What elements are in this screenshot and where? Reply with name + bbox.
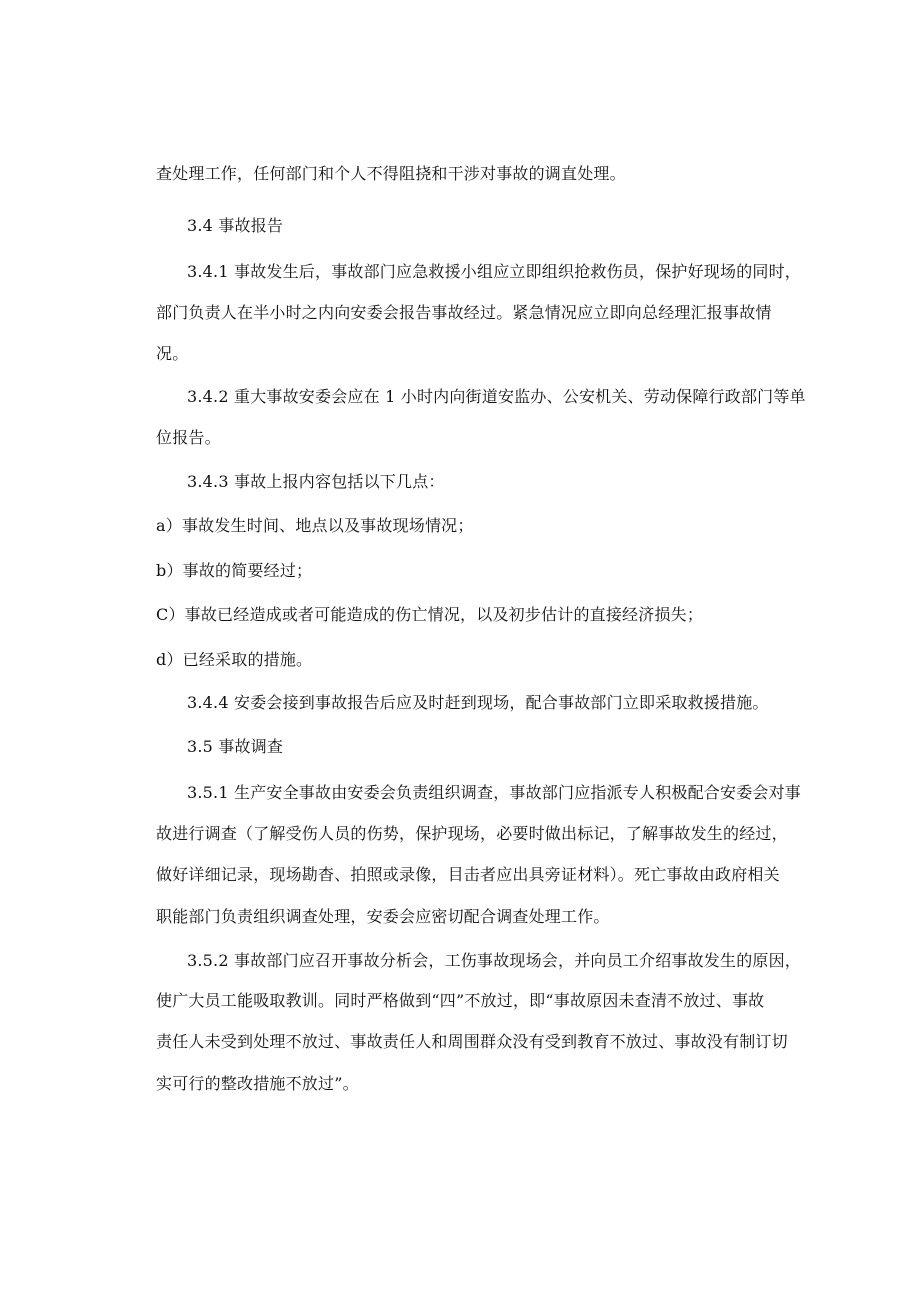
list-item: a）事故发生时间、地点以及事故现场情况； — [156, 516, 474, 535]
text-line: 3.4.3 事故上报内容包括以下几点： — [187, 472, 445, 491]
section-heading: 3.5 事故调查 — [187, 737, 284, 756]
list-item: b）事故的简要经过； — [156, 561, 313, 580]
list-item: C）事故已经造成或者可能造成的伤亡情况，以及初步估计的直接经济损失； — [156, 605, 704, 624]
text-line: 查处理工作，任何部门和个人不得阻挠和干涉对事故的调直处理。 — [156, 164, 626, 183]
text-line: 实可行的整改措施不放过”。 — [156, 1074, 359, 1093]
text-line: 位报告。 — [156, 428, 221, 447]
text-line: 况。 — [156, 344, 189, 363]
text-line: 3.5.2 事故部门应召开事故分析会，工伤事故现场会，并向员工介绍事故发生的原因， — [187, 951, 801, 970]
text-line: 责任人未受到处理不放过、事故责任人和周围群众没有受到教育不放过、事故没有制订切 — [156, 1032, 788, 1051]
text-line: 部门负责人在半小时之内向安委会报告事故经过。紧急情况应立即向总经理汇报事故情 — [156, 303, 772, 322]
text-line: 做好详细记录，现场勘杳、拍照或录像，目击者应出具旁证材料）。死亡事故由政府相关 — [156, 865, 780, 884]
text-line: 3.4.4 安委会接到事故报告后应及时赶到现场，配合事故部门立即采取救援措施。 — [187, 693, 769, 712]
text-line: 职能部门负责组织调查处理，安委会应密切配合调查处理工作。 — [156, 907, 610, 926]
text-line: 故进行调查（了解受伤人员的伤势，保护现场，必要时做出标记，了解事故发生的经过， — [156, 824, 788, 843]
text-line: 3.4.1 事故发生后，事故部门应急救援小组应立即组织抢救伤员，保护好现场的同时， — [187, 262, 801, 281]
text-line: 使广大员工能吸取教训。同时严格做到“四”不放过，即“事故原因未查清不放过、事故 — [156, 991, 765, 1010]
list-item: d）已经采取的措施。 — [156, 650, 313, 669]
text-line: 3.4.2 重大事故安委会应在 1 小时内向街道安监办、公安机关、劳动保障行政部门等单 — [187, 387, 806, 406]
section-heading: 3.4 事故报告 — [187, 216, 284, 235]
text-line: 3.5.1 生产安全事故由安委会负责组织调查，事故部门应指派专人积极配合安委会对事 — [187, 783, 801, 802]
